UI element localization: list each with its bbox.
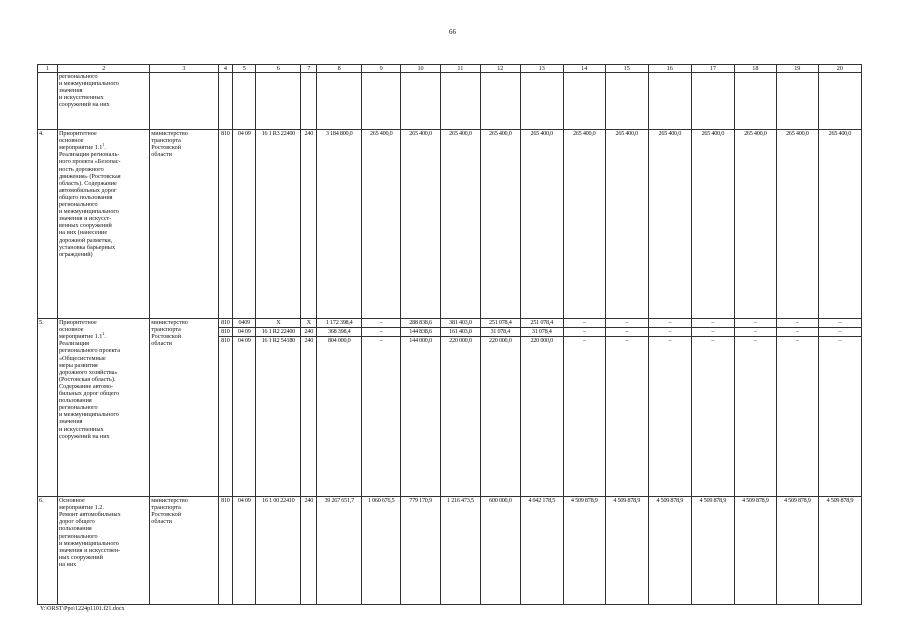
column-header: 6 — [256, 65, 301, 73]
row-number: 4. — [38, 130, 58, 319]
sub-row-value: – — [735, 319, 776, 328]
table-cell: 265 400,0 — [401, 130, 441, 319]
sub-row-value: – — [649, 319, 691, 328]
table-cell — [520, 319, 563, 497]
sub-row-value: – — [606, 319, 648, 328]
sub-row-value: – — [819, 328, 861, 337]
sub-row-value: X — [256, 319, 300, 328]
table-cell: 240 — [301, 497, 317, 605]
table-row — [38, 130, 862, 319]
column-header: 13 — [520, 65, 563, 73]
table-cell — [256, 319, 301, 497]
sub-row-value: 0409 — [233, 319, 255, 328]
table-row — [38, 319, 862, 497]
responsible — [150, 73, 218, 130]
sub-row-value: 16 1 R2 54180 — [261, 337, 296, 345]
sub-row-value: 16 1 R2 22400 — [256, 328, 300, 337]
header-row — [38, 65, 862, 73]
sub-row-value: 381 403,0 — [441, 319, 480, 328]
table-cell: 600 000,0 — [480, 497, 520, 605]
column-header: 16 — [648, 65, 691, 73]
sub-row-value: – — [795, 337, 799, 345]
sub-row-value: 220 000,0 — [489, 337, 512, 345]
sub-row-value: 31 078,4 — [521, 328, 563, 337]
sub-row-value: 04 09 — [233, 328, 255, 337]
sub-row-value: – — [777, 328, 818, 337]
column-header: 1 — [38, 65, 58, 73]
activity-name: регионального и межмуниципального значения и искусственных сооружений на них — [57, 73, 149, 130]
table-cell: 240 — [301, 130, 317, 319]
sub-row-value: 161 403,0 — [441, 328, 480, 337]
sub-row-value: 240 — [304, 337, 314, 345]
column-header: 15 — [605, 65, 648, 73]
sub-row-value: 368 398,4 — [317, 328, 361, 337]
sub-row-value: 1 172 398,4 — [317, 319, 361, 328]
sub-row-value: 251 078,4 — [481, 319, 520, 328]
sub-row-value: – — [668, 337, 672, 345]
table-cell: 4 509 878,9 — [648, 497, 691, 605]
sub-row-value: – — [692, 328, 734, 337]
table-cell — [233, 319, 256, 497]
table-cell: 779 170,9 — [401, 497, 441, 605]
table-cell: 16 1 R3 22400 — [256, 130, 301, 319]
table-cell: 4 509 878,9 — [563, 497, 605, 605]
table-cell: 3 184 800,0 — [317, 130, 362, 319]
table-cell — [317, 319, 362, 497]
column-header: 3 — [150, 65, 218, 73]
table-cell: 265 400,0 — [734, 130, 776, 319]
table-cell: 265 400,0 — [440, 130, 480, 319]
responsible: министерство транспорта Ростовской области — [150, 319, 218, 497]
table-cell: 4 509 878,9 — [818, 497, 861, 605]
sub-row-value: 251 078,4 — [521, 319, 563, 328]
table-cell — [691, 319, 734, 497]
table-cell: 4 509 878,9 — [605, 497, 648, 605]
column-header: 12 — [480, 65, 520, 73]
table-cell: 265 400,0 — [818, 130, 861, 319]
table-row — [38, 73, 862, 130]
sub-row-value: – — [606, 328, 648, 337]
table-cell — [362, 319, 401, 497]
row-number: 5. — [38, 319, 58, 497]
sub-row-value: 220 000,0 — [449, 337, 472, 345]
sub-row-value: – — [777, 319, 818, 328]
table-cell: 265 400,0 — [605, 130, 648, 319]
page-number: 66 — [449, 28, 456, 36]
table-cell: 265 400,0 — [563, 130, 605, 319]
table-cell — [301, 319, 317, 497]
budget-table — [37, 64, 862, 605]
sub-row-value: 144 000,0 — [409, 337, 432, 345]
sub-row-value: – — [819, 319, 861, 328]
sub-row-value: – — [692, 319, 734, 328]
sub-row-value: 810 — [221, 337, 230, 345]
activity-name: Приоритетное основное мероприятие $1.1^1$. Реализация региональ- ного проекта «Безопас- ность дорожного движения» (Ростовская область). Содержание автомобильных дорог общего пользования регионального и межмуниципального значения и искусст- венных сооружений на них (нанесение дорожной разметки, установка барьерных ограждений) — [57, 130, 149, 319]
table-cell — [818, 319, 861, 497]
activity-name: Основное мероприятие 1.2. Ремонт автомобильных дорог общего пользования регионального и межмуниципального значения и искусствен- ных сооружений на них — [57, 497, 149, 605]
table-cell: 04 09 — [233, 497, 256, 605]
table-cell — [218, 319, 233, 497]
table-cell: 810 — [218, 497, 233, 605]
column-header: 19 — [776, 65, 818, 73]
sub-row-value: – — [838, 337, 842, 345]
table-row — [38, 497, 862, 605]
sub-row-value: 144 838,6 — [401, 328, 440, 337]
table-cell — [401, 319, 441, 497]
table-cell: 4 509 878,9 — [776, 497, 818, 605]
sub-row-value: – — [564, 319, 605, 328]
table-cell: 265 400,0 — [776, 130, 818, 319]
sub-row-value: – — [649, 328, 691, 337]
sub-row-value: 220 000,0 — [530, 337, 553, 345]
column-header: 14 — [563, 65, 605, 73]
column-header: 11 — [440, 65, 480, 73]
sub-row-value: 810 — [219, 319, 233, 328]
sub-row-value: – — [711, 337, 715, 345]
column-header: 2 — [57, 65, 149, 73]
table-cell: 4 042 178,5 — [520, 497, 563, 605]
sub-row-value: – — [564, 328, 605, 337]
table-cell — [563, 319, 605, 497]
table-cell: 810 — [218, 130, 233, 319]
activity-name: Приоритетное основное мероприятие $1.1^2$. Реализация регионального проекта «Общесистемные меры развития дорожного хозяйства» (Ростовская область). Содержание автомо- бильных дорог общего пользования регионального и межмуниципального значения и искусственных сооружений на них — [57, 319, 149, 497]
table-cell: 265 400,0 — [691, 130, 734, 319]
sub-row-value: – — [625, 337, 629, 345]
column-header: 8 — [317, 65, 362, 73]
sub-row-value: – — [362, 319, 400, 328]
sub-row-value: 804 000,0 — [327, 337, 351, 345]
table-cell: 04 09 — [233, 130, 256, 319]
table-cell: 265 400,0 — [520, 130, 563, 319]
column-header: 17 — [691, 65, 734, 73]
sub-row-value: 810 — [219, 328, 233, 337]
row-number: 6. — [38, 497, 58, 605]
table-cell — [605, 319, 648, 497]
table-cell: 265 400,0 — [362, 130, 401, 319]
column-header: 9 — [362, 65, 401, 73]
column-header: 10 — [401, 65, 441, 73]
column-header: 4 — [218, 65, 233, 73]
sub-row-value: 31 078,4 — [481, 328, 520, 337]
sub-row-value: – — [753, 337, 757, 345]
responsible: министерство транспорта Ростовской области — [150, 497, 218, 605]
sub-row-value: – — [379, 337, 383, 345]
table-cell — [480, 319, 520, 497]
sub-row-value: X — [301, 319, 316, 328]
row-number — [38, 73, 58, 130]
table-cell: 1 060 676,5 — [362, 497, 401, 605]
table-cell: 265 400,0 — [648, 130, 691, 319]
column-header: 18 — [734, 65, 776, 73]
table-cell: 4 509 878,9 — [734, 497, 776, 605]
sub-row-value: – — [362, 328, 400, 337]
column-header: 7 — [301, 65, 317, 73]
table-cell: 4 509 878,9 — [691, 497, 734, 605]
column-header: 5 — [233, 65, 256, 73]
file-path-footer: Y:\ORST\Ppo\1224p1101.f21.docx — [40, 606, 125, 612]
sub-row-value: 288 838,6 — [401, 319, 440, 328]
column-header: 20 — [818, 65, 861, 73]
table-cell — [648, 319, 691, 497]
sub-row-value: 240 — [301, 328, 316, 337]
sub-row-value: – — [735, 328, 776, 337]
table-cell — [440, 319, 480, 497]
sub-row-value: – — [582, 337, 586, 345]
table-cell: 16 1 00 22410 — [256, 497, 301, 605]
sub-row-value: 04 09 — [237, 337, 251, 345]
table-cell — [734, 319, 776, 497]
table-cell: 1 216 473,5 — [440, 497, 480, 605]
table-cell — [776, 319, 818, 497]
table-cell: 39 267 651,7 — [317, 497, 362, 605]
table-cell: 265 400,0 — [480, 130, 520, 319]
responsible: министерство транспорта Ростовской области — [150, 130, 218, 319]
